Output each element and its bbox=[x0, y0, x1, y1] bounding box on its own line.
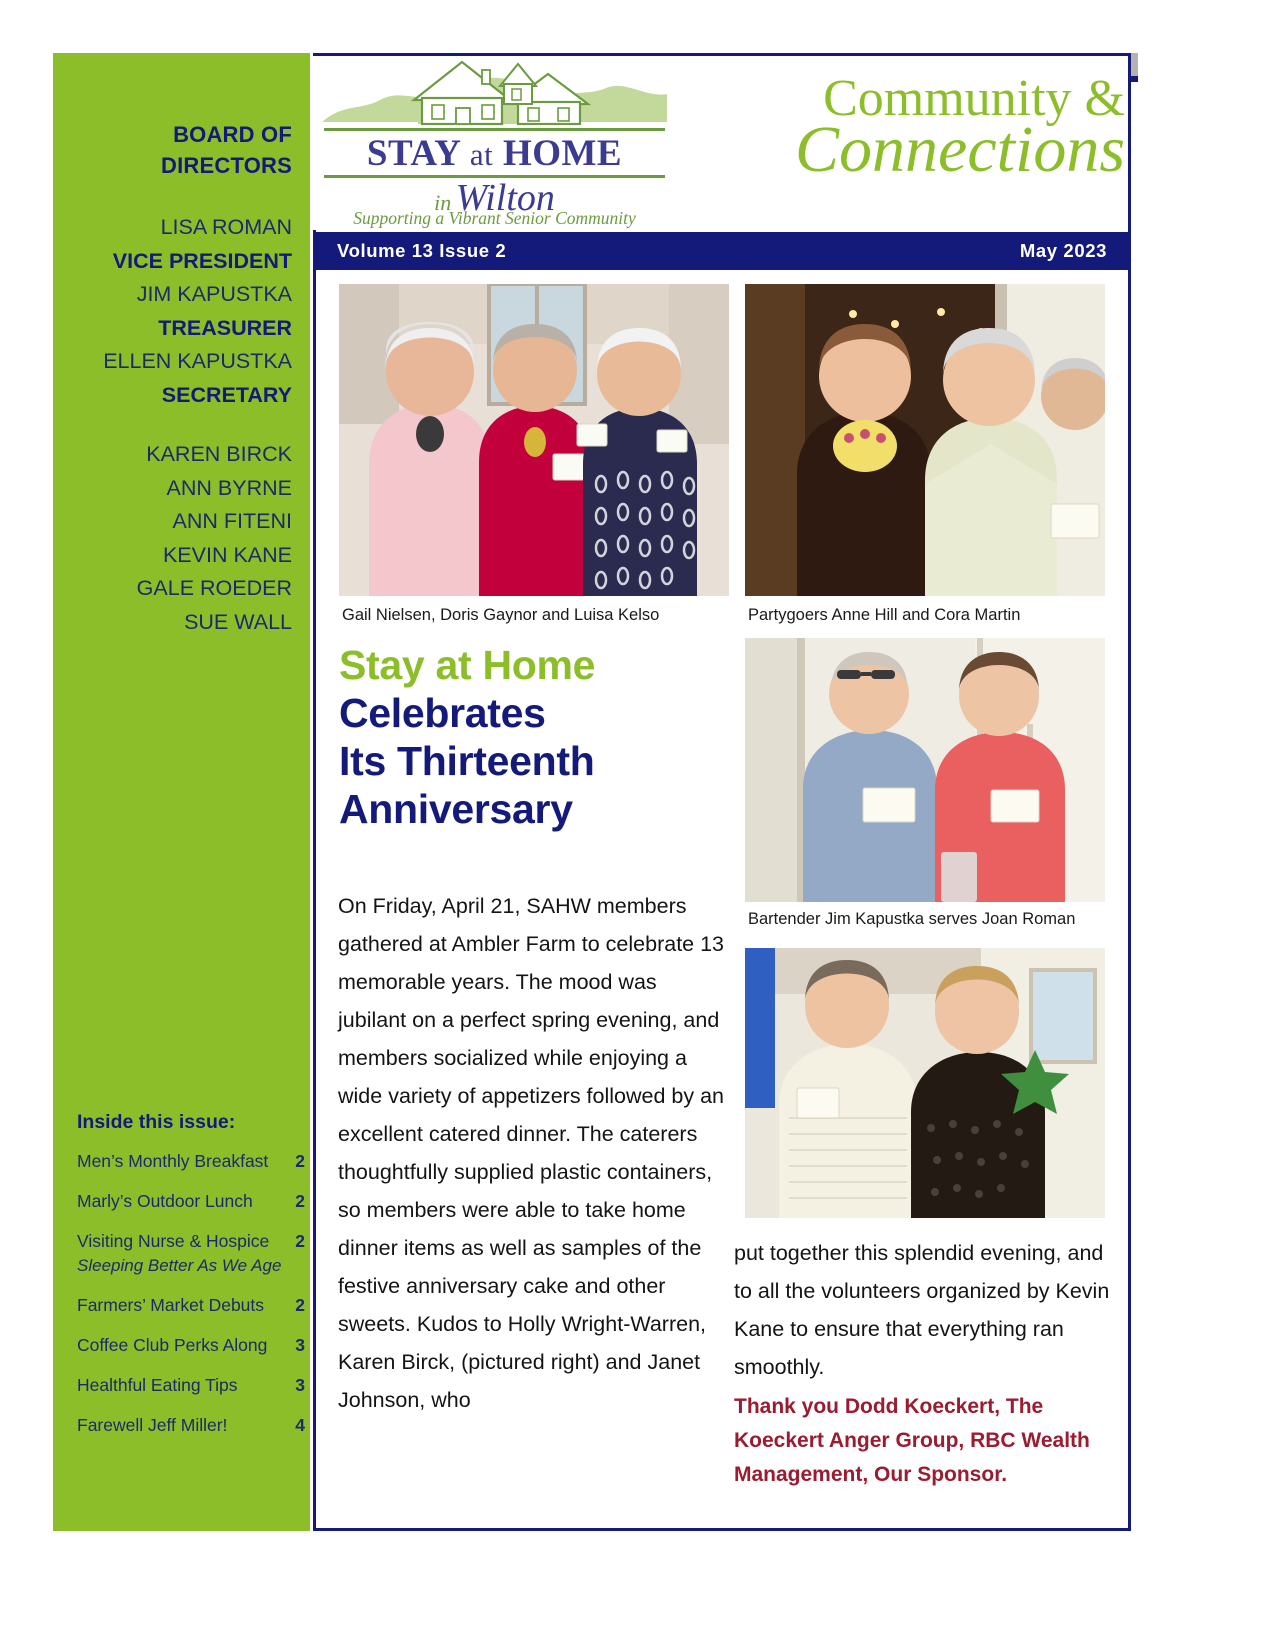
article-body-left: On Friday, April 21, SAHW members gathered at Ambler Farm to celebrate 13 memorable years. The mood was jubilant on a perfect spring evening, and members socialized while enjoying a wide variety of appetizers followed by an excellent catered dinner. The caterers thoughtfully supplied plastic containers, so members were able to take home dinner items as well as samples of the festive anniversary cake and other sweets. Kudos to Holly Wright-Warren, Karen Birck, (pictured right) and Janet Johnson, who bbox=[338, 894, 725, 1412]
volume-issue-label: Volume 13 Issue 2 bbox=[337, 240, 507, 261]
newsletter-title-line1: Community & bbox=[823, 70, 1125, 127]
toc-item-title: Farewell Jeff Miller! bbox=[77, 1415, 228, 1435]
toc-item-title: Coffee Club Perks Along bbox=[77, 1335, 268, 1355]
toc-item-page: 2 bbox=[295, 1295, 305, 1315]
board-role: VICE PRESIDENT bbox=[112, 248, 292, 273]
headline-line-green: Stay at Home bbox=[339, 642, 596, 688]
headline-line-2: Its Thirteenth bbox=[339, 738, 595, 784]
board-member: LISA ROMAN bbox=[160, 215, 292, 239]
volume-date-bar bbox=[316, 232, 1128, 270]
toc-item-page: 3 bbox=[295, 1375, 305, 1395]
board-heading-line2: DIRECTORS bbox=[161, 153, 292, 178]
board-of-directors-heading bbox=[77, 119, 292, 181]
house-illustration-icon bbox=[322, 56, 667, 134]
newsletter-title-line2: Connections bbox=[795, 113, 1125, 186]
sponsor-thank-you: Thank you Dodd Koeckert, The Koeckert Anger Group, RBC Wealth Management, Our Sponsor. bbox=[734, 1395, 1090, 1486]
board-heading-line1: BOARD OF bbox=[173, 122, 292, 147]
toc-item-title: Men’s Monthly Breakfast bbox=[77, 1151, 269, 1171]
board-role: SECRETARY bbox=[161, 382, 292, 407]
toc-item-title: Farmers’ Market Debuts bbox=[77, 1295, 265, 1315]
partygoers-photo-caption: Partygoers Anne Hill and Cora Martin bbox=[748, 606, 1021, 624]
toc-item-title: Visiting Nurse & Hospice bbox=[77, 1231, 270, 1251]
director-name: KEVIN KANE bbox=[162, 542, 292, 567]
photo-artwork bbox=[745, 284, 1105, 596]
toc-item-page: 3 bbox=[295, 1335, 305, 1355]
inside-this-issue-title: Inside this issue: bbox=[77, 1111, 236, 1133]
partygoers-photo bbox=[745, 284, 1105, 596]
director-name: ANN BYRNE bbox=[166, 475, 292, 500]
logo-wilton: Wilton bbox=[455, 177, 555, 219]
headline-line-3: Anniversary bbox=[339, 786, 573, 832]
toc-item[interactable] bbox=[77, 1415, 305, 1436]
director-name: SUE WALL bbox=[184, 609, 292, 634]
article-body-right: put together this splendid evening, and to all the volunteers organized by Kevin Kane to ensure that everything ran smoothly. bbox=[734, 1241, 1110, 1379]
two-women-photo bbox=[745, 948, 1105, 1218]
photo-artwork bbox=[745, 638, 1105, 902]
director-name: KAREN BIRCK bbox=[146, 442, 292, 466]
toc-item[interactable] bbox=[77, 1335, 305, 1356]
newsletter-title bbox=[713, 70, 1125, 184]
masthead bbox=[313, 56, 1125, 230]
toc-item[interactable] bbox=[77, 1375, 305, 1396]
director-name: GALE ROEDER bbox=[136, 576, 292, 600]
bartender-photo-caption: Bartender Jim Kapustka serves Joan Roman bbox=[748, 910, 1076, 928]
headline-line-1: Celebrates bbox=[339, 690, 546, 736]
logo-rule-top bbox=[324, 128, 665, 131]
bartender-photo bbox=[745, 638, 1105, 902]
logo-home: HOME bbox=[502, 133, 623, 174]
toc-item-title: Marly’s Outdoor Lunch bbox=[77, 1191, 253, 1211]
director-name: ANN FITENI bbox=[172, 509, 292, 533]
logo-tagline: Supporting a Vibrant Senior Community bbox=[353, 208, 636, 228]
sidebar bbox=[53, 53, 310, 1531]
toc-item[interactable] bbox=[77, 1151, 305, 1172]
toc-item-page: 2 bbox=[295, 1151, 305, 1171]
toc-item-title: Healthful Eating Tips bbox=[77, 1375, 238, 1395]
photo-artwork bbox=[339, 284, 729, 596]
three-women-photo-caption: Gail Nielsen, Doris Gaynor and Luisa Kelso bbox=[342, 606, 660, 624]
inside-this-issue bbox=[65, 1111, 310, 1455]
toc-item[interactable] bbox=[77, 1295, 305, 1316]
board-member-list bbox=[77, 211, 292, 639]
toc-item-page: 2 bbox=[295, 1191, 305, 1211]
issue-date-label: May 2023 bbox=[1019, 240, 1107, 261]
article-headline bbox=[339, 641, 729, 833]
photo-artwork bbox=[745, 948, 1105, 1218]
toc-item-page: 2 bbox=[295, 1231, 305, 1251]
three-women-photo bbox=[339, 284, 729, 596]
logo-stay: STAY bbox=[366, 133, 461, 174]
logo-wordmark bbox=[322, 132, 667, 175]
stay-at-home-logo bbox=[322, 56, 667, 228]
logo-at: at bbox=[469, 137, 494, 172]
board-member: ELLEN KAPUSTKA bbox=[103, 349, 292, 373]
board-role: TREASURER bbox=[158, 315, 292, 340]
content-area bbox=[316, 270, 1128, 1528]
board-member: JIM KAPUSTKA bbox=[136, 282, 292, 306]
toc-item-subtitle: Sleeping Better As We Age bbox=[77, 1256, 282, 1275]
toc-item[interactable] bbox=[77, 1191, 305, 1212]
list-spacer bbox=[77, 412, 292, 438]
logo-in: in bbox=[434, 190, 452, 215]
toc-item-page: 4 bbox=[295, 1415, 305, 1435]
toc-item[interactable] bbox=[77, 1231, 305, 1252]
